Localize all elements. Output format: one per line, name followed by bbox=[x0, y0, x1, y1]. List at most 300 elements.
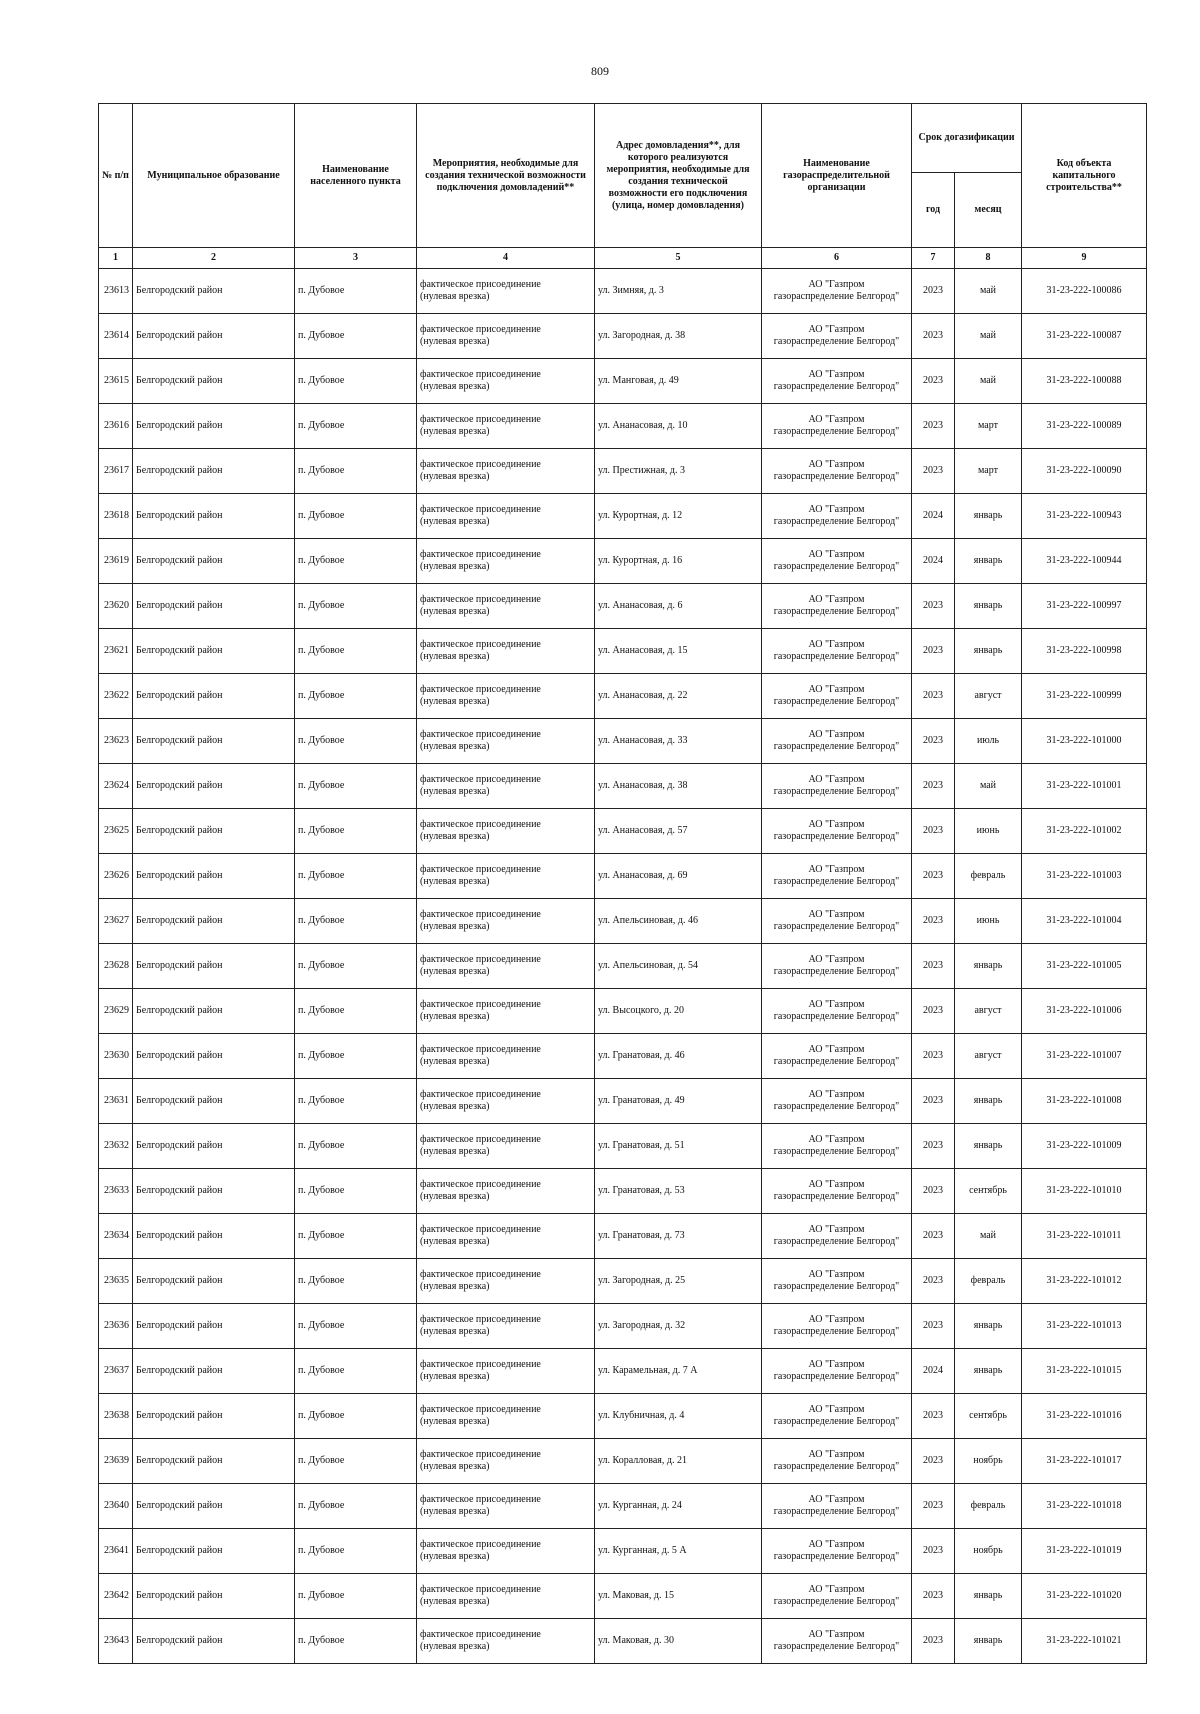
month-cell: январь bbox=[955, 1124, 1022, 1169]
row-number: 23632 bbox=[99, 1124, 133, 1169]
month-cell: январь bbox=[955, 1349, 1022, 1394]
organization-cell bbox=[762, 1574, 912, 1619]
organization-line: АО "Газпром bbox=[808, 1584, 865, 1595]
object-code-cell: 31-23-222-100088 bbox=[1022, 359, 1147, 404]
activity-line: (нулевая врезка) bbox=[420, 876, 490, 887]
month-cell: январь bbox=[955, 629, 1022, 674]
activity-line: (нулевая врезка) bbox=[420, 1236, 490, 1247]
activity-cell bbox=[417, 269, 595, 314]
header-term: Срок догазификации bbox=[912, 104, 1022, 173]
header-month: месяц bbox=[955, 173, 1022, 248]
activity-line: фактическое присоединение bbox=[420, 1314, 541, 1325]
row-number: 23617 bbox=[99, 449, 133, 494]
row-number: 23623 bbox=[99, 719, 133, 764]
column-number-row bbox=[99, 248, 1147, 269]
organization-line: газораспределение Белгород" bbox=[773, 786, 900, 797]
organization-line: АО "Газпром bbox=[808, 414, 865, 425]
organization-cell bbox=[762, 1349, 912, 1394]
column-number: 4 bbox=[417, 248, 595, 269]
settlement-cell: п. Дубовое bbox=[295, 584, 417, 629]
row-number: 23626 bbox=[99, 854, 133, 899]
activity-line: (нулевая врезка) bbox=[420, 1596, 490, 1607]
municipality-cell: Белгородский район bbox=[133, 854, 295, 899]
organization-line: газораспределение Белгород" bbox=[773, 831, 900, 842]
table-row bbox=[99, 944, 1147, 989]
year-cell: 2023 bbox=[912, 1394, 955, 1439]
settlement-cell: п. Дубовое bbox=[295, 989, 417, 1034]
organization-line: газораспределение Белгород" bbox=[773, 381, 900, 392]
column-number: 2 bbox=[133, 248, 295, 269]
municipality-cell: Белгородский район bbox=[133, 1079, 295, 1124]
organization-cell bbox=[762, 1304, 912, 1349]
column-number: 6 bbox=[762, 248, 912, 269]
row-number: 23638 bbox=[99, 1394, 133, 1439]
activity-cell bbox=[417, 809, 595, 854]
year-cell: 2023 bbox=[912, 584, 955, 629]
activity-cell bbox=[417, 1214, 595, 1259]
municipality-cell: Белгородский район bbox=[133, 764, 295, 809]
settlement-cell: п. Дубовое bbox=[295, 1079, 417, 1124]
activity-line: фактическое присоединение bbox=[420, 1629, 541, 1640]
activity-line: (нулевая врезка) bbox=[420, 831, 490, 842]
organization-cell bbox=[762, 1259, 912, 1304]
settlement-cell: п. Дубовое bbox=[295, 1574, 417, 1619]
organization-line: АО "Газпром bbox=[808, 1179, 865, 1190]
activity-cell bbox=[417, 764, 595, 809]
activity-cell bbox=[417, 854, 595, 899]
table-row bbox=[99, 539, 1147, 584]
settlement-cell: п. Дубовое bbox=[295, 809, 417, 854]
organization-line: газораспределение Белгород" bbox=[773, 1146, 900, 1157]
organization-cell bbox=[762, 629, 912, 674]
year-cell: 2023 bbox=[912, 1304, 955, 1349]
activity-cell bbox=[417, 1079, 595, 1124]
page-number: 809 bbox=[591, 64, 609, 78]
month-cell: январь bbox=[955, 1304, 1022, 1349]
organization-line: газораспределение Белгород" bbox=[773, 876, 900, 887]
settlement-cell: п. Дубовое bbox=[295, 314, 417, 359]
activity-line: фактическое присоединение bbox=[420, 459, 541, 470]
organization-line: газораспределение Белгород" bbox=[773, 1281, 900, 1292]
row-number: 23625 bbox=[99, 809, 133, 854]
activity-cell bbox=[417, 899, 595, 944]
month-cell: март bbox=[955, 404, 1022, 449]
municipality-cell: Белгородский район bbox=[133, 1529, 295, 1574]
settlement-cell: п. Дубовое bbox=[295, 1529, 417, 1574]
month-cell: август bbox=[955, 1034, 1022, 1079]
table-row bbox=[99, 494, 1147, 539]
organization-cell bbox=[762, 1484, 912, 1529]
row-number: 23631 bbox=[99, 1079, 133, 1124]
table-row bbox=[99, 1349, 1147, 1394]
organization-cell bbox=[762, 1439, 912, 1484]
month-cell: февраль bbox=[955, 1259, 1022, 1304]
organization-line: АО "Газпром bbox=[808, 504, 865, 515]
activity-line: (нулевая врезка) bbox=[420, 741, 490, 752]
municipality-cell: Белгородский район bbox=[133, 1574, 295, 1619]
settlement-cell: п. Дубовое bbox=[295, 1619, 417, 1664]
object-code-cell: 31-23-222-101006 bbox=[1022, 989, 1147, 1034]
organization-cell bbox=[762, 1079, 912, 1124]
month-cell: май bbox=[955, 764, 1022, 809]
table-row bbox=[99, 1214, 1147, 1259]
address-cell: ул. Курганная, д. 5 А bbox=[595, 1529, 762, 1574]
table-row bbox=[99, 1034, 1147, 1079]
activity-cell bbox=[417, 674, 595, 719]
table-body bbox=[99, 269, 1147, 1664]
address-cell: ул. Ананасовая, д. 57 bbox=[595, 809, 762, 854]
activity-line: (нулевая врезка) bbox=[420, 1461, 490, 1472]
organization-line: АО "Газпром bbox=[808, 1449, 865, 1460]
table-row bbox=[99, 674, 1147, 719]
organization-line: АО "Газпром bbox=[808, 1404, 865, 1415]
row-number: 23627 bbox=[99, 899, 133, 944]
address-cell: ул. Маковая, д. 30 bbox=[595, 1619, 762, 1664]
organization-cell bbox=[762, 584, 912, 629]
activity-cell bbox=[417, 1304, 595, 1349]
month-cell: июнь bbox=[955, 809, 1022, 854]
municipality-cell: Белгородский район bbox=[133, 674, 295, 719]
activity-line: фактическое присоединение bbox=[420, 999, 541, 1010]
year-cell: 2023 bbox=[912, 1574, 955, 1619]
column-number: 1 bbox=[99, 248, 133, 269]
organization-line: газораспределение Белгород" bbox=[773, 1191, 900, 1202]
organization-cell bbox=[762, 944, 912, 989]
organization-line: газораспределение Белгород" bbox=[773, 966, 900, 977]
year-cell: 2023 bbox=[912, 764, 955, 809]
organization-line: газораспределение Белгород" bbox=[773, 1506, 900, 1517]
month-cell: август bbox=[955, 674, 1022, 719]
activity-line: фактическое присоединение bbox=[420, 414, 541, 425]
row-number: 23619 bbox=[99, 539, 133, 584]
municipality-cell: Белгородский район bbox=[133, 404, 295, 449]
organization-line: газораспределение Белгород" bbox=[773, 291, 900, 302]
year-cell: 2024 bbox=[912, 1349, 955, 1394]
settlement-cell: п. Дубовое bbox=[295, 1034, 417, 1079]
year-cell: 2023 bbox=[912, 314, 955, 359]
activity-line: (нулевая врезка) bbox=[420, 606, 490, 617]
activity-cell bbox=[417, 404, 595, 449]
organization-cell bbox=[762, 1529, 912, 1574]
activity-line: (нулевая врезка) bbox=[420, 1011, 490, 1022]
address-cell: ул. Ананасовая, д. 6 bbox=[595, 584, 762, 629]
activity-line: (нулевая врезка) bbox=[420, 1281, 490, 1292]
table-row bbox=[99, 404, 1147, 449]
address-cell: ул. Гранатовая, д. 51 bbox=[595, 1124, 762, 1169]
organization-cell bbox=[762, 449, 912, 494]
table-row bbox=[99, 719, 1147, 764]
table-row bbox=[99, 1574, 1147, 1619]
activity-line: фактическое присоединение bbox=[420, 324, 541, 335]
organization-cell bbox=[762, 494, 912, 539]
organization-line: АО "Газпром bbox=[808, 1314, 865, 1325]
settlement-cell: п. Дубовое bbox=[295, 1439, 417, 1484]
organization-line: АО "Газпром bbox=[808, 459, 865, 470]
row-number: 23622 bbox=[99, 674, 133, 719]
row-number: 23641 bbox=[99, 1529, 133, 1574]
month-cell: февраль bbox=[955, 854, 1022, 899]
settlement-cell: п. Дубовое bbox=[295, 1349, 417, 1394]
month-cell: май bbox=[955, 314, 1022, 359]
year-cell: 2023 bbox=[912, 404, 955, 449]
column-number: 7 bbox=[912, 248, 955, 269]
organization-cell bbox=[762, 899, 912, 944]
address-cell: ул. Ананасовая, д. 15 bbox=[595, 629, 762, 674]
activity-cell bbox=[417, 1439, 595, 1484]
table-row bbox=[99, 449, 1147, 494]
settlement-cell: п. Дубовое bbox=[295, 359, 417, 404]
year-cell: 2023 bbox=[912, 809, 955, 854]
organization-line: газораспределение Белгород" bbox=[773, 1371, 900, 1382]
organization-line: газораспределение Белгород" bbox=[773, 1416, 900, 1427]
month-cell: август bbox=[955, 989, 1022, 1034]
year-cell: 2023 bbox=[912, 1124, 955, 1169]
object-code-cell: 31-23-222-100087 bbox=[1022, 314, 1147, 359]
table-row bbox=[99, 1619, 1147, 1664]
activity-line: фактическое присоединение bbox=[420, 1359, 541, 1370]
organization-line: АО "Газпром bbox=[808, 1494, 865, 1505]
organization-line: АО "Газпром bbox=[808, 909, 865, 920]
activity-line: фактическое присоединение bbox=[420, 639, 541, 650]
address-cell: ул. Апельсиновая, д. 54 bbox=[595, 944, 762, 989]
row-number: 23624 bbox=[99, 764, 133, 809]
municipality-cell: Белгородский район bbox=[133, 1349, 295, 1394]
activity-line: фактическое присоединение bbox=[420, 1269, 541, 1280]
address-cell: ул. Апельсиновая, д. 46 bbox=[595, 899, 762, 944]
object-code-cell: 31-23-222-101011 bbox=[1022, 1214, 1147, 1259]
organization-line: АО "Газпром bbox=[808, 1224, 865, 1235]
organization-line: АО "Газпром bbox=[808, 1044, 865, 1055]
month-cell: ноябрь bbox=[955, 1439, 1022, 1484]
municipality-cell: Белгородский район bbox=[133, 539, 295, 584]
settlement-cell: п. Дубовое bbox=[295, 269, 417, 314]
settlement-cell: п. Дубовое bbox=[295, 899, 417, 944]
organization-cell bbox=[762, 854, 912, 899]
activity-line: фактическое присоединение bbox=[420, 1494, 541, 1505]
organization-line: АО "Газпром bbox=[808, 954, 865, 965]
activity-cell bbox=[417, 584, 595, 629]
row-number: 23633 bbox=[99, 1169, 133, 1214]
settlement-cell: п. Дубовое bbox=[295, 539, 417, 584]
organization-line: АО "Газпром bbox=[808, 369, 865, 380]
address-cell: ул. Ананасовая, д. 33 bbox=[595, 719, 762, 764]
table-header bbox=[99, 104, 1147, 269]
settlement-cell: п. Дубовое bbox=[295, 764, 417, 809]
month-cell: январь bbox=[955, 1574, 1022, 1619]
object-code-cell: 31-23-222-101003 bbox=[1022, 854, 1147, 899]
settlement-cell: п. Дубовое bbox=[295, 674, 417, 719]
row-number: 23636 bbox=[99, 1304, 133, 1349]
row-number: 23629 bbox=[99, 989, 133, 1034]
organization-line: газораспределение Белгород" bbox=[773, 1101, 900, 1112]
address-cell: ул. Клубничная, д. 4 bbox=[595, 1394, 762, 1439]
municipality-cell: Белгородский район bbox=[133, 899, 295, 944]
activity-line: (нулевая врезка) bbox=[420, 1371, 490, 1382]
activity-cell bbox=[417, 1574, 595, 1619]
row-number: 23634 bbox=[99, 1214, 133, 1259]
object-code-cell: 31-23-222-101004 bbox=[1022, 899, 1147, 944]
month-cell: май bbox=[955, 1214, 1022, 1259]
municipality-cell: Белгородский район bbox=[133, 629, 295, 674]
header-activities: Мероприятия, необходимые для создания технической возможности подключения домовладений** bbox=[417, 104, 595, 248]
address-cell: ул. Гранатовая, д. 46 bbox=[595, 1034, 762, 1079]
activity-line: фактическое присоединение bbox=[420, 1044, 541, 1055]
organization-line: газораспределение Белгород" bbox=[773, 1551, 900, 1562]
month-cell: сентябрь bbox=[955, 1169, 1022, 1214]
organization-cell bbox=[762, 719, 912, 764]
activity-line: фактическое присоединение bbox=[420, 1584, 541, 1595]
activity-line: (нулевая врезка) bbox=[420, 336, 490, 347]
activity-line: (нулевая врезка) bbox=[420, 921, 490, 932]
municipality-cell: Белгородский район bbox=[133, 1394, 295, 1439]
table-row bbox=[99, 1484, 1147, 1529]
year-cell: 2023 bbox=[912, 899, 955, 944]
month-cell: май bbox=[955, 269, 1022, 314]
year-cell: 2023 bbox=[912, 1169, 955, 1214]
activity-line: (нулевая врезка) bbox=[420, 1101, 490, 1112]
organization-line: АО "Газпром bbox=[808, 819, 865, 830]
organization-line: АО "Газпром bbox=[808, 1539, 865, 1550]
year-cell: 2023 bbox=[912, 1619, 955, 1664]
organization-cell bbox=[762, 1619, 912, 1664]
activity-cell bbox=[417, 1349, 595, 1394]
activity-line: фактическое присоединение bbox=[420, 1224, 541, 1235]
municipality-cell: Белгородский район bbox=[133, 1169, 295, 1214]
row-number: 23620 bbox=[99, 584, 133, 629]
activity-line: фактическое присоединение bbox=[420, 1089, 541, 1100]
organization-line: газораспределение Белгород" bbox=[773, 426, 900, 437]
organization-line: АО "Газпром bbox=[808, 684, 865, 695]
activity-cell bbox=[417, 1034, 595, 1079]
organization-line: АО "Газпром bbox=[808, 999, 865, 1010]
year-cell: 2024 bbox=[912, 539, 955, 584]
organization-line: газораспределение Белгород" bbox=[773, 516, 900, 527]
address-cell: ул. Гранатовая, д. 73 bbox=[595, 1214, 762, 1259]
address-cell: ул. Ананасовая, д. 69 bbox=[595, 854, 762, 899]
year-cell: 2023 bbox=[912, 1034, 955, 1079]
year-cell: 2023 bbox=[912, 1259, 955, 1304]
organization-line: газораспределение Белгород" bbox=[773, 741, 900, 752]
municipality-cell: Белгородский район bbox=[133, 989, 295, 1034]
activity-line: фактическое присоединение bbox=[420, 1539, 541, 1550]
activity-line: (нулевая врезка) bbox=[420, 651, 490, 662]
address-cell: ул. Карамельная, д. 7 А bbox=[595, 1349, 762, 1394]
organization-cell bbox=[762, 1214, 912, 1259]
organization-cell bbox=[762, 989, 912, 1034]
settlement-cell: п. Дубовое bbox=[295, 1304, 417, 1349]
table-row bbox=[99, 1079, 1147, 1124]
month-cell: январь bbox=[955, 494, 1022, 539]
table-row bbox=[99, 854, 1147, 899]
activity-line: фактическое присоединение bbox=[420, 594, 541, 605]
settlement-cell: п. Дубовое bbox=[295, 494, 417, 539]
organization-line: газораспределение Белгород" bbox=[773, 1326, 900, 1337]
activity-cell bbox=[417, 539, 595, 584]
municipality-cell: Белгородский район bbox=[133, 584, 295, 629]
activity-line: (нулевая врезка) bbox=[420, 1641, 490, 1652]
table-row bbox=[99, 764, 1147, 809]
organization-line: газораспределение Белгород" bbox=[773, 1236, 900, 1247]
object-code-cell: 31-23-222-100089 bbox=[1022, 404, 1147, 449]
organization-line: газораспределение Белгород" bbox=[773, 921, 900, 932]
activity-line: (нулевая врезка) bbox=[420, 786, 490, 797]
municipality-cell: Белгородский район bbox=[133, 494, 295, 539]
month-cell: январь bbox=[955, 1619, 1022, 1664]
organization-line: АО "Газпром bbox=[808, 774, 865, 785]
object-code-cell: 31-23-222-101019 bbox=[1022, 1529, 1147, 1574]
header-settlement: Наименование населенного пункта bbox=[295, 104, 417, 248]
row-number: 23614 bbox=[99, 314, 133, 359]
year-cell: 2023 bbox=[912, 944, 955, 989]
activity-line: фактическое присоединение bbox=[420, 774, 541, 785]
table-row bbox=[99, 1169, 1147, 1214]
object-code-cell: 31-23-222-101005 bbox=[1022, 944, 1147, 989]
organization-line: газораспределение Белгород" bbox=[773, 471, 900, 482]
activity-cell bbox=[417, 989, 595, 1034]
address-cell: ул. Коралловая, д. 21 bbox=[595, 1439, 762, 1484]
municipality-cell: Белгородский район bbox=[133, 944, 295, 989]
organization-line: газораспределение Белгород" bbox=[773, 336, 900, 347]
organization-line: АО "Газпром bbox=[808, 1134, 865, 1145]
month-cell: февраль bbox=[955, 1484, 1022, 1529]
table-row bbox=[99, 1439, 1147, 1484]
header-organization: Наименование газораспределительной организации bbox=[762, 104, 912, 248]
activity-line: (нулевая врезка) bbox=[420, 1551, 490, 1562]
activity-line: (нулевая врезка) bbox=[420, 1146, 490, 1157]
month-cell: январь bbox=[955, 1079, 1022, 1124]
activity-cell bbox=[417, 1394, 595, 1439]
activity-line: (нулевая врезка) bbox=[420, 516, 490, 527]
address-cell: ул. Маковая, д. 15 bbox=[595, 1574, 762, 1619]
organization-cell bbox=[762, 1394, 912, 1439]
activity-line: (нулевая врезка) bbox=[420, 561, 490, 572]
activity-line: фактическое присоединение bbox=[420, 504, 541, 515]
table-row bbox=[99, 359, 1147, 404]
table-row bbox=[99, 584, 1147, 629]
municipality-cell: Белгородский район bbox=[133, 1124, 295, 1169]
column-number: 3 bbox=[295, 248, 417, 269]
organization-cell bbox=[762, 404, 912, 449]
settlement-cell: п. Дубовое bbox=[295, 944, 417, 989]
month-cell: январь bbox=[955, 539, 1022, 584]
table-row bbox=[99, 314, 1147, 359]
year-cell: 2024 bbox=[912, 494, 955, 539]
object-code-cell: 31-23-222-101009 bbox=[1022, 1124, 1147, 1169]
year-cell: 2023 bbox=[912, 629, 955, 674]
row-number: 23639 bbox=[99, 1439, 133, 1484]
organization-line: АО "Газпром bbox=[808, 324, 865, 335]
header-year: год bbox=[912, 173, 955, 248]
address-cell: ул. Загородная, д. 32 bbox=[595, 1304, 762, 1349]
municipality-cell: Белгородский район bbox=[133, 449, 295, 494]
object-code-cell: 31-23-222-100086 bbox=[1022, 269, 1147, 314]
address-cell: ул. Курортная, д. 16 bbox=[595, 539, 762, 584]
organization-cell bbox=[762, 269, 912, 314]
settlement-cell: п. Дубовое bbox=[295, 1169, 417, 1214]
year-cell: 2023 bbox=[912, 1214, 955, 1259]
month-cell: ноябрь bbox=[955, 1529, 1022, 1574]
row-number: 23642 bbox=[99, 1574, 133, 1619]
address-cell: ул. Ананасовая, д. 22 bbox=[595, 674, 762, 719]
settlement-cell: п. Дубовое bbox=[295, 1124, 417, 1169]
settlement-cell: п. Дубовое bbox=[295, 1484, 417, 1529]
gasification-table bbox=[98, 103, 1147, 1664]
table-row bbox=[99, 629, 1147, 674]
activity-cell bbox=[417, 944, 595, 989]
municipality-cell: Белгородский район bbox=[133, 1484, 295, 1529]
object-code-cell: 31-23-222-101020 bbox=[1022, 1574, 1147, 1619]
activity-cell bbox=[417, 314, 595, 359]
